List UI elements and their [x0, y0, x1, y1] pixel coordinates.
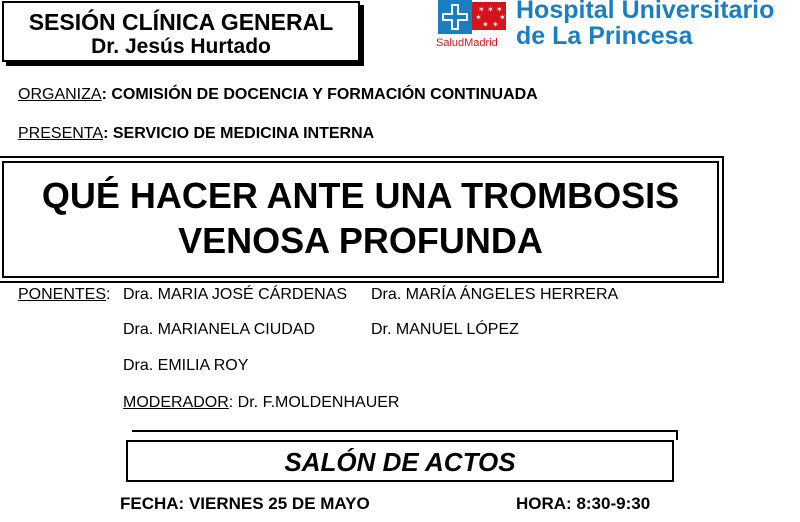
talk-title-line1: QUÉ HACER ANTE UNA TROMBOSIS	[41, 175, 680, 216]
ponente-4: Dr. MANUEL LÓPEZ	[371, 321, 519, 338]
ponente-3: Dra. MARIANELA CIUDAD	[123, 321, 316, 338]
moderador-value: Dr. F.MOLDENHAUER	[237, 394, 400, 411]
venue-text: SALÓN DE ACTOS	[284, 447, 516, 477]
hospital-name-line1: Hospital Universitario	[516, 0, 775, 24]
ponente-2: Dra. MARÍA ÁNGELES HERRERA	[371, 286, 619, 303]
organiza-line: ORGANIZA: COMISIÓN DE DOCENCIA Y FORMACIÓN CONTINUADA	[18, 86, 538, 103]
talk-title-box	[2, 161, 719, 278]
presenta-line: PRESENTA: SERVICIO DE MEDICINA INTERNA	[18, 125, 375, 142]
ponentes-label: PONENTES	[18, 286, 107, 303]
date-text: FECHA: VIERNES 25 DE MAYO	[120, 494, 370, 513]
session-title: SESIÓN CLÍNICA GENERAL	[28, 9, 334, 35]
salud-madrid-logo-icon	[438, 0, 472, 34]
session-speaker: Dr. Jesús Hurtado	[91, 35, 271, 58]
time-text: HORA: 8:30-9:30	[516, 494, 651, 513]
hospital-name-line2: de La Princesa	[516, 22, 693, 50]
moderador-line: MODERADOR: Dr. F.MOLDENHAUER	[123, 394, 400, 411]
ponente-5: Dra. EMILIA ROY	[123, 357, 249, 374]
venue-box-shadow	[132, 430, 678, 440]
salud-madrid-text: SaludMadrid	[436, 37, 498, 49]
presenta-label: PRESENTA	[18, 125, 104, 142]
ponente-1: Dra. MARIA JOSÉ CÁRDENAS	[123, 286, 348, 303]
venue-box	[126, 440, 674, 482]
ponentes-label-line: PONENTES:	[18, 286, 111, 303]
moderador-label: MODERADOR	[123, 394, 229, 411]
organiza-value: COMISIÓN DE DOCENCIA Y FORMACIÓN CONTINUADA	[111, 86, 538, 103]
presenta-value: SERVICIO DE MEDICINA INTERNA	[112, 125, 375, 142]
madrid-flag-icon: ✶ ✶ ✶ ✶ ✶ ✶ ✶	[472, 2, 506, 30]
organiza-label: ORGANIZA	[18, 86, 102, 103]
session-box	[2, 1, 360, 62]
talk-title-line2: VENOSA PROFUNDA	[178, 220, 543, 261]
